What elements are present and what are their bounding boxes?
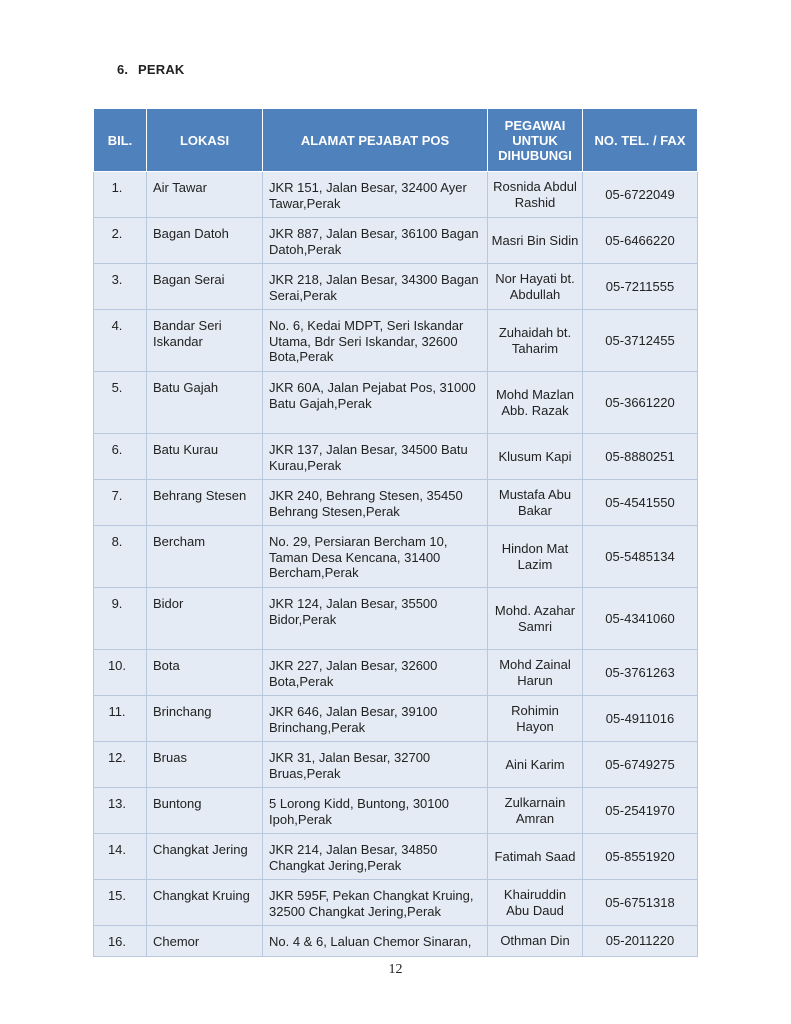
cell-pegawai: Masri Bin Sidin	[488, 218, 583, 264]
cell-pegawai: Zulkarnain Amran	[488, 788, 583, 834]
cell-tel: 05-3761263	[583, 650, 698, 696]
table-row	[94, 480, 698, 526]
table-row	[94, 650, 698, 696]
table-body	[94, 172, 698, 957]
cell-alamat: 5 Lorong Kidd, Buntong, 30100 Ipoh,Perak	[263, 788, 488, 834]
cell-alamat: JKR 31, Jalan Besar, 32700 Bruas,Perak	[263, 742, 488, 788]
cell-bil: 13.	[94, 788, 147, 834]
cell-lokasi: Brinchang	[147, 696, 263, 742]
section-number: 6.	[117, 62, 129, 77]
cell-pegawai: Fatimah Saad	[488, 834, 583, 880]
section-heading	[117, 62, 185, 77]
table-row	[94, 372, 698, 434]
cell-lokasi: Bruas	[147, 742, 263, 788]
page-number: 12	[388, 962, 403, 977]
cell-alamat: JKR 151, Jalan Besar, 32400 Ayer Tawar,Perak	[263, 172, 488, 218]
cell-bil: 2.	[94, 218, 147, 264]
header-lokasi: LOKASI	[147, 109, 263, 172]
cell-lokasi: Bidor	[147, 588, 263, 650]
cell-lokasi: Bercham	[147, 526, 263, 588]
cell-pegawai: Hindon Mat Lazim	[488, 526, 583, 588]
cell-alamat: JKR 124, Jalan Besar, 35500 Bidor,Perak	[263, 588, 488, 650]
table-row	[94, 588, 698, 650]
cell-tel: 05-8880251	[583, 434, 698, 480]
cell-alamat: No. 29, Persiaran Bercham 10, Taman Desa Kencana, 31400 Bercham,Perak	[263, 526, 488, 588]
cell-lokasi: Batu Kurau	[147, 434, 263, 480]
cell-pegawai: Othman Din	[488, 926, 583, 957]
cell-tel: 05-6751318	[583, 880, 698, 926]
cell-lokasi: Behrang Stesen	[147, 480, 263, 526]
cell-tel: 05-3661220	[583, 372, 698, 434]
post-office-table	[93, 108, 698, 957]
cell-pegawai: Rosnida Abdul Rashid	[488, 172, 583, 218]
cell-alamat: JKR 646, Jalan Besar, 39100 Brinchang,Perak	[263, 696, 488, 742]
table-row	[94, 218, 698, 264]
header-pegawai: PEGAWAI UNTUK DIHUBUNGI	[488, 109, 583, 172]
cell-tel: 05-4341060	[583, 588, 698, 650]
table-row	[94, 926, 698, 957]
table-row	[94, 172, 698, 218]
cell-bil: 5.	[94, 372, 147, 434]
cell-tel: 05-5485134	[583, 526, 698, 588]
cell-pegawai: Nor Hayati bt. Abdullah	[488, 264, 583, 310]
cell-tel: 05-7211555	[583, 264, 698, 310]
cell-bil: 12.	[94, 742, 147, 788]
cell-bil: 3.	[94, 264, 147, 310]
cell-lokasi: Bagan Serai	[147, 264, 263, 310]
cell-lokasi: Batu Gajah	[147, 372, 263, 434]
cell-tel: 05-2541970	[583, 788, 698, 834]
table-row	[94, 310, 698, 372]
table-row	[94, 526, 698, 588]
cell-lokasi: Changkat Kruing	[147, 880, 263, 926]
cell-bil: 10.	[94, 650, 147, 696]
cell-lokasi: Buntong	[147, 788, 263, 834]
cell-bil: 15.	[94, 880, 147, 926]
cell-bil: 14.	[94, 834, 147, 880]
cell-lokasi: Changkat Jering	[147, 834, 263, 880]
cell-tel: 05-4541550	[583, 480, 698, 526]
cell-alamat: JKR 227, Jalan Besar, 32600 Bota,Perak	[263, 650, 488, 696]
cell-pegawai: Khairuddin Abu Daud	[488, 880, 583, 926]
cell-bil: 9.	[94, 588, 147, 650]
cell-bil: 7.	[94, 480, 147, 526]
cell-tel: 05-6466220	[583, 218, 698, 264]
cell-bil: 8.	[94, 526, 147, 588]
table-row	[94, 696, 698, 742]
cell-tel: 05-3712455	[583, 310, 698, 372]
cell-alamat: JKR 218, Jalan Besar, 34300 Bagan Serai,Perak	[263, 264, 488, 310]
cell-lokasi: Bagan Datoh	[147, 218, 263, 264]
header-bil: BIL.	[94, 109, 147, 172]
table-row	[94, 880, 698, 926]
header-alamat: ALAMAT PEJABAT POS	[263, 109, 488, 172]
cell-lokasi: Bandar Seri Iskandar	[147, 310, 263, 372]
cell-alamat: JKR 137, Jalan Besar, 34500 Batu Kurau,Perak	[263, 434, 488, 480]
cell-lokasi: Chemor	[147, 926, 263, 957]
cell-lokasi: Bota	[147, 650, 263, 696]
cell-alamat: JKR 240, Behrang Stesen, 35450 Behrang Stesen,Perak	[263, 480, 488, 526]
cell-alamat: JKR 887, Jalan Besar, 36100 Bagan Datoh,Perak	[263, 218, 488, 264]
cell-pegawai: Klusum Kapi	[488, 434, 583, 480]
cell-tel: 05-8551920	[583, 834, 698, 880]
cell-pegawai: Mohd Zainal Harun	[488, 650, 583, 696]
cell-pegawai: Rohimin Hayon	[488, 696, 583, 742]
table-row	[94, 742, 698, 788]
cell-pegawai: Mohd Mazlan Abb. Razak	[488, 372, 583, 434]
table-header-row	[94, 109, 698, 172]
cell-lokasi: Air Tawar	[147, 172, 263, 218]
cell-tel: 05-4911016	[583, 696, 698, 742]
cell-tel: 05-6722049	[583, 172, 698, 218]
section-title: PERAK	[138, 62, 185, 77]
table-row	[94, 434, 698, 480]
cell-bil: 6.	[94, 434, 147, 480]
cell-alamat: No. 6, Kedai MDPT, Seri Iskandar Utama, Bdr Seri Iskandar, 32600 Bota,Perak	[263, 310, 488, 372]
cell-tel: 05-6749275	[583, 742, 698, 788]
table-row	[94, 834, 698, 880]
cell-bil: 1.	[94, 172, 147, 218]
cell-bil: 16.	[94, 926, 147, 957]
header-tel: NO. TEL. / FAX	[583, 109, 698, 172]
table-row	[94, 788, 698, 834]
cell-bil: 4.	[94, 310, 147, 372]
cell-alamat: No. 4 & 6, Laluan Chemor Sinaran,	[263, 926, 488, 957]
cell-pegawai: Zuhaidah bt. Taharim	[488, 310, 583, 372]
table-row	[94, 264, 698, 310]
cell-alamat: JKR 60A, Jalan Pejabat Pos, 31000 Batu Gajah,Perak	[263, 372, 488, 434]
cell-tel: 05-2011220	[583, 926, 698, 957]
cell-alamat: JKR 214, Jalan Besar, 34850 Changkat Jering,Perak	[263, 834, 488, 880]
cell-bil: 11.	[94, 696, 147, 742]
cell-alamat: JKR 595F, Pekan Changkat Kruing, 32500 Changkat Jering,Perak	[263, 880, 488, 926]
cell-pegawai: Mustafa Abu Bakar	[488, 480, 583, 526]
cell-pegawai: Aini Karim	[488, 742, 583, 788]
cell-pegawai: Mohd. Azahar Samri	[488, 588, 583, 650]
